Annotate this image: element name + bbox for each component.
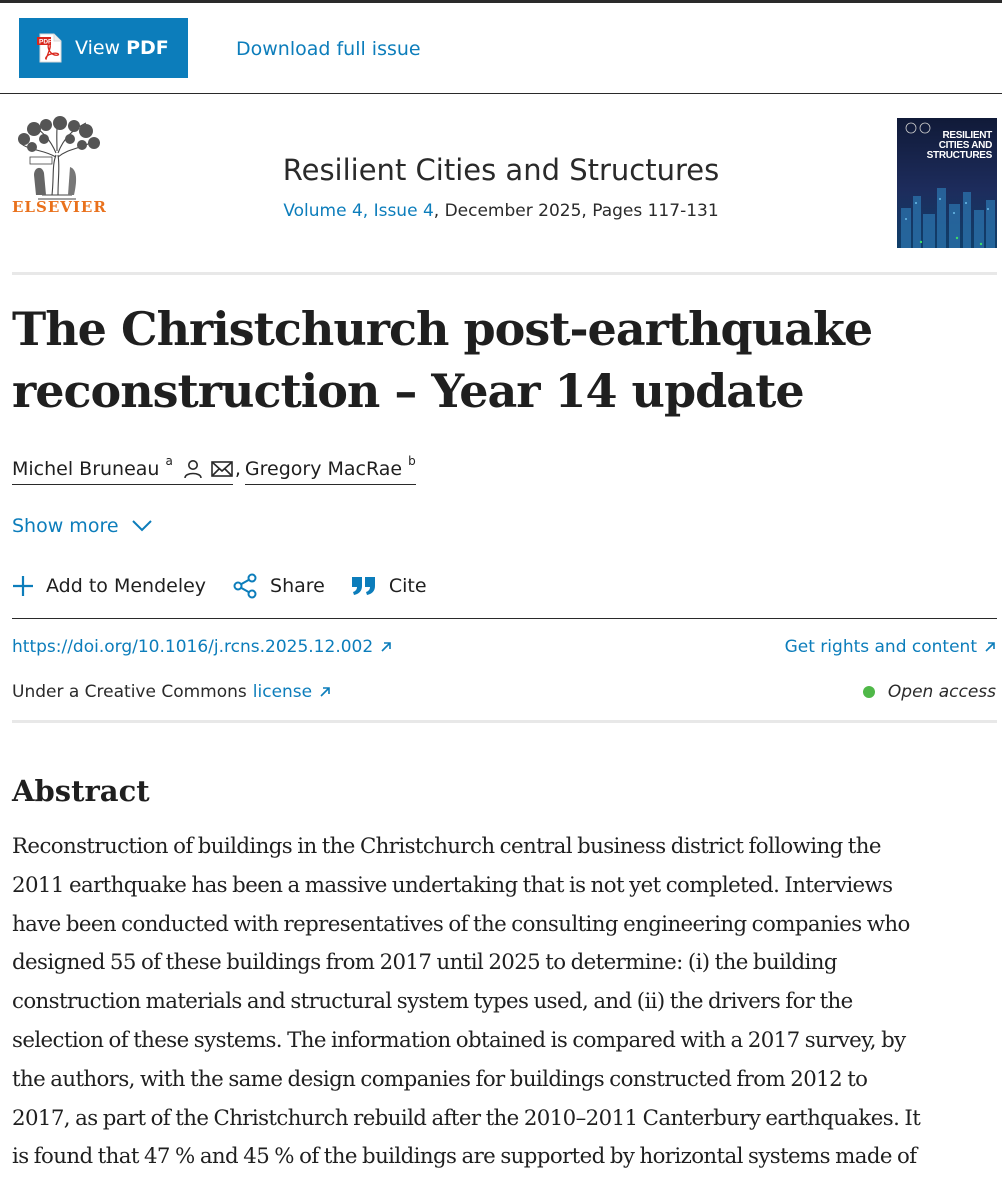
cite-label: Cite <box>388 575 427 597</box>
author-list <box>12 455 416 485</box>
view-pdf-label-bold: PDF <box>126 37 169 59</box>
affiliation-marker: b <box>408 454 416 468</box>
chevron-down-icon <box>131 519 153 533</box>
external-link-icon <box>984 641 996 653</box>
plus-icon <box>12 575 34 597</box>
license-link[interactable]: license <box>253 682 331 702</box>
share-icon <box>232 573 258 599</box>
show-more-label: Show more <box>12 515 119 537</box>
add-to-mendeley-button[interactable] <box>12 575 206 597</box>
article-title: The Christchurch post-earthquake reconstruction – Year 14 update <box>12 302 873 418</box>
rights-text: Get rights and content <box>784 637 977 657</box>
header-divider <box>12 272 997 275</box>
journal-title[interactable]: Resilient Cities and Structures <box>282 153 720 187</box>
external-link-icon <box>319 686 331 698</box>
cc-prefix: Under a Creative Commons <box>12 682 247 702</box>
creative-commons-notice <box>12 682 331 702</box>
cover-title: RESILIENT CITIES AND STRUCTURES <box>926 130 992 161</box>
actions-divider <box>12 618 997 619</box>
journal-issue-info <box>0 201 1002 221</box>
open-access-dot-icon <box>863 686 875 698</box>
publisher-name: ELSEVIER <box>12 198 107 216</box>
show-more-button[interactable] <box>12 515 153 537</box>
author-name: Michel Bruneau <box>12 458 160 480</box>
volume-issue-link[interactable]: Volume 4, Issue 4 <box>283 201 434 221</box>
open-access-badge <box>863 682 996 702</box>
person-icon <box>183 459 203 479</box>
get-rights-link[interactable] <box>785 637 996 657</box>
open-access-label: Open access <box>887 682 996 702</box>
view-pdf-button[interactable] <box>19 18 188 78</box>
cover-skyline-graphic <box>897 168 997 248</box>
share-button[interactable] <box>232 573 325 599</box>
article-actions <box>12 573 453 599</box>
mendeley-label: Add to Mendeley <box>46 575 207 597</box>
quote-icon <box>351 576 377 596</box>
pdf-file-icon <box>37 33 63 63</box>
svg-text:PDF: PDF <box>39 38 52 46</box>
author-link[interactable] <box>12 455 233 485</box>
author-link[interactable] <box>245 455 416 485</box>
top-toolbar <box>0 0 1002 94</box>
author-separator: , <box>234 458 241 480</box>
issue-date-pages: , December 2025, Pages 117-131 <box>433 201 719 221</box>
journal-header <box>0 95 1002 275</box>
doi-text: https://doi.org/10.1016/j.rcns.2025.12.002 <box>12 637 374 657</box>
author-name: Gregory MacRae <box>244 458 403 480</box>
cite-button[interactable] <box>351 575 427 597</box>
abstract-heading: Abstract <box>12 774 150 808</box>
email-icon <box>211 459 233 479</box>
abstract-text: Reconstruction of buildings in the Christchurch central business district following the 2011 earthquake has been a massive undertaking that is not yet completed. Interviews have been conducted with representatives of the consulting engineering companies who designed 55 of these buildings from 2017 until 2025 to determine: (i) the building construction materials and structural system types used, and (ii) the drivers for the selection of these systems. The information obtained is compared with a 2017 survey, by the authors, with the same design companies for buildings constructed from 2012 to 2017, as part of the Christchurch rebuild after the 2010–2011 Canterbury earthquakes. It is found that 47 % and 45 % of the buildings are supported by horizontal systems made of <box>12 834 921 1170</box>
external-link-icon <box>380 641 392 653</box>
affiliation-marker: a <box>165 454 173 468</box>
download-full-issue-link[interactable]: Download full issue <box>236 38 421 60</box>
journal-cover-image[interactable] <box>897 118 997 248</box>
view-pdf-label: View <box>75 37 121 59</box>
abstract-divider <box>12 720 997 723</box>
share-label: Share <box>270 575 325 597</box>
doi-link[interactable] <box>12 637 392 657</box>
